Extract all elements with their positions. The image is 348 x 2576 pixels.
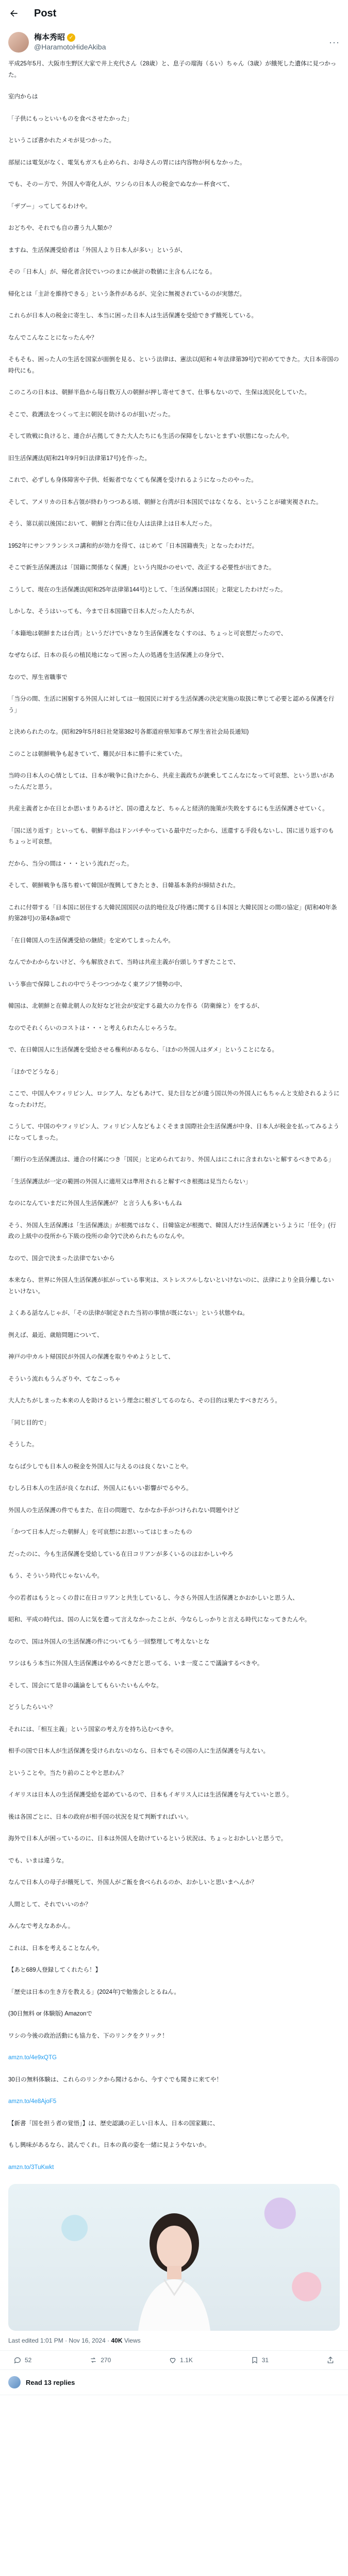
post-paragraph: こうして、中国のやフィリピン人、フィリピン人などもよくそまま国際社会生活保護が中身、日本人が税金を払ってみるようになってしまった。 [8,1124,339,1141]
amazon-link[interactable]: amzn.to/4e9xQTG [8,2055,57,2061]
author-name[interactable]: 梅本秀昭 [34,33,65,42]
views-label: Views [124,2337,141,2344]
amazon-link[interactable]: amzn.to/3TuKwkt [8,2164,54,2171]
post-paragraph: でも、そのー方で、外国人や寄化人が、ワシらの日本人の税金でぬなかー杯食べて、 [8,181,234,188]
post-paragraph: そもそも、困った人の生活を国家が面倒を見る、という法律は、憲法以(昭和４年法律第39号)で初めてできた。大日本帝国の時代にも。 [8,357,339,374]
post-paragraph: いう事由で保障しこれの中でうそつつつかなく東アジア情勢の中、 [8,981,186,988]
reply-button[interactable] [13,2356,31,2364]
post-paragraph: しかしな、そうはいっても、今まで日本国籍で日本人だった人たちが、 [8,608,198,615]
post-paragraph: おどちや、それでも自の書う九人類か？ [8,225,115,231]
post-paragraph: 「期行の生活保護法は、連合の付属につき「国民」と定められており、外国人はにこれに含まれないと解するべきである」 [8,1157,335,1163]
post-meta: Last edited 1:01 PM · Nov 16, 2024 · 40K Views [0,2331,348,2351]
post-paragraph: 「かつて日本人だった朝鮮人」を可哀想にお思いってはじまったもの [8,1529,192,1535]
like-count: 1.1K [180,2357,193,2364]
post-paragraph: 【新書「国を担う者の覚悟」】は、歴史認識の正しい日本人、日本の国家観に、 [8,2120,219,2127]
more-options-icon[interactable]: ··· [329,37,340,47]
post-paragraph: 「ザブー」ってしてるわけや。 [8,203,91,210]
post-paragraph: 「本籍地は朝鮮または台湾」というだけでいきなり生活保護をなくすのは、ちょっと可哀想だったので、 [8,630,287,637]
post-paragraph: 「当分の間、生活に困窮する外国人に対しては一般国民に対する生活保護の決定実施の取扱に準じて必要と認める保護を行う」 [8,696,335,714]
post-paragraph: だったのに、今も生活保護を受給している在日コリアンが多くいるのはおかしいやろ [8,1551,234,1557]
post-paragraph: そして、朝鮮戦争も落ち着いて韓国が復興してきたとき、日韓基本条約が締結された。 [8,883,239,889]
post-paragraph: そういう流れもうんざりや、てなこっちゃ [8,1376,121,1382]
post-paragraph: 30日の無料体験は、これらのリンクから聞けるから、今すぐでも聞きに来てや！ [8,2076,223,2083]
post-paragraph: イギリスは日本人の生活保護受給を認めているので、日本もイギリス人には生活保護を与えていいと思う。 [8,1792,293,1798]
share-button[interactable] [326,2356,335,2364]
post-paragraph [8,2162,340,2174]
post-paragraph: というこぼ書かれたメモが見つかった。 [8,138,115,144]
bookmark-button[interactable] [251,2356,269,2364]
post-paragraph: 平成25年5月、大阪市生野区大家で井上充代さん（28歳）と、息子の瑠海（るい）ちゃん（3歳）が餓死した遺体に見つかった。 [8,61,337,78]
author-name-row [34,33,106,42]
post-paragraph: 昭和、平成の時代は、国の人に気を遣って言えなかったことが、今ならしっかりと言える時代になってきたんや。 [8,1617,311,1623]
post-timestamp[interactable]: Last edited 1:01 PM · Nov 16, 2024 [8,2337,106,2344]
reply-icon [13,2356,22,2364]
post-paragraph: 人間として、それでいいのか？ [8,1901,91,1908]
post-paragraph: なんでかわからないけど、今も解放されて、当時は共産主義が台頭しりすぎたことで、 [8,959,240,965]
post-paragraph: と決められたのな。(昭和29年5月8日社発第382号各都道府県知事あて厚生省社会局長通知) [8,729,249,735]
post-paragraph: ということや。当たり前のことやと思わん？ [8,1770,127,1776]
author-handle[interactable]: @HaramotoHideAkiba [34,43,106,51]
post-paragraph: そうした。 [8,1442,38,1448]
post-paragraph: 室内からは [8,94,38,100]
post-paragraph [8,2053,340,2064]
post-paragraph: 本来なら、世界に外国人生活保護が拡がっている事実は、ストレスフルしないといけないのに、法律により全員分離しないといけない。 [8,1277,334,1295]
post-paragraph: 相手の国で日本人が生活保護を受けられないのなら、日本でもその国の人に生活保護を与えない。 [8,1748,269,1754]
post-paragraph: 「子供にもっといいものを食べさせたかった」 [8,115,133,122]
post-paragraph: なので、国は外国人の生活保護の件についてもう一回整理して考えないとな [8,1638,210,1645]
replier-avatar [8,2376,21,2388]
top-bar [0,0,348,27]
post-paragraph: 大人たちがしまった本来の人を助けるという理念に根ざしてるのなら、その目的は果たすべきだろう。 [8,1398,281,1404]
post-paragraph: 当時の日本人の心情としては、日本が戦争に負けたから、共産主義政ちが銃乗してこんなになって可哀想、という思いがあったんだと思う。 [8,773,335,790]
bookmark-icon [251,2356,259,2364]
post-paragraph: 「在日韓国人の生活保護受給の継続」を定めてしまったんや。 [8,937,174,944]
post-paragraph: このころの日本は、朝鮮半島から毎日数万人の朝鮮が押し寄せてきて、仕事もないので、生保は流民化していた。 [8,389,311,396]
post-paragraph: もし興味があるなら、読んでくれ。日本の真の姿を一緒に見ようやないか。 [8,2142,210,2148]
post-paragraph: 「生活保護法が一定の範囲の外国人に適用又は準用されると解すべき根拠は見当たらない」 [8,1178,252,1185]
post-paragraph: それには、「相互主義」という国家の考え方を持ち込むべきや。 [8,1726,177,1733]
post-paragraph: だから、当分の間は・・・という流れだった。 [8,860,133,867]
post-paragraph: ワシの今後の政治活動にも協力を、下のリンクをクリック！ [8,2032,168,2039]
like-button[interactable] [169,2356,193,2364]
post-paragraph: なのでそれくらいのコストは・・・と考えられたんじゃろうな。 [8,1025,180,1031]
post-paragraph: 後は各国ごとに、日本の政府が相手国の状況を見て判断すればいい。 [8,1814,192,1820]
post-paragraph: 【あと689人登録してくれたら！】 [8,1967,102,1973]
post-paragraph: 旧生活保護法(昭和21年9月9日法律第17号)を作った。 [8,455,151,462]
views-count: 40K [111,2337,123,2344]
portrait-image-icon [133,2202,216,2331]
post-paragraph: これで、必ずしも身体障害や子供、妊娠者でなくても保護を受けれるようになったのやった。 [8,477,257,483]
action-bar [0,2351,348,2370]
post-paragraph: もう、そういう時代じゃないんや。 [8,1573,103,1579]
repost-icon [89,2356,97,2364]
post-paragraph: なので、厚生省職事で [8,674,68,681]
post-paragraph: 神戸の中カルト帰国民が外国人の保護を取りやめようとして、 [8,1354,174,1360]
post-paragraph: そこで、救護法をつくって主に朝民を助けるのが狙いだった。 [8,411,174,418]
post-paragraph: 1952年にサンフランシスコ講和約が効力を得て、はじめて「日本国籍喪失」となったわけだ。 [8,543,258,549]
post-body [0,56,348,2173]
post-paragraph: で、在日韓国人に生活保護を受給させる権利があるなら、「ほかの外国人はダメ」ということになる。 [8,1047,278,1053]
post-paragraph: むしろ日本人の生活が良くなれば、外国人にもいい影響がでるやろ。 [8,1485,192,1492]
post-paragraph: どうしたらいい？ [8,1704,56,1710]
post-paragraph [8,2096,340,2108]
read-replies-label: Read 13 replies [26,2378,75,2386]
post-paragraph: ここで、中国人やフィリピン人、ロシア人、などもあけて、見た目などが違う国以外の外国人にもちゃんと支給されるようになったわけだ。 [8,1091,340,1108]
post-paragraph: そう、外国人生活保護は「生活保護法」が根拠ではなく、日韓協定が根拠で、韓国人だけ生活保護というように「任令」(行政の上級中の役所から下級の役所の命令)で決められたものなんや。 [8,1222,336,1240]
share-icon [326,2356,335,2364]
post-paragraph: でも、いまは違うな。 [8,1857,68,1864]
post-paragraph: (30日無料 or 体験版) Amazonで [8,2011,92,2017]
post-paragraph: そこで新生活保護法は「国籍に関係なく保護」という内規かのせいで、改正する必要性が出てきた。 [8,565,275,571]
post-paragraph: 「同じ目的で」 [8,1419,50,1426]
post-paragraph: そして、アメリカの日本占領が終わりつつある頃、朝鮮と台湾が日本国民ではなくなる、ということが確実視された。 [8,499,322,505]
post-paragraph: なので、国会で決まった法律でないから [8,1255,115,1262]
avatar[interactable] [8,32,29,53]
post-paragraph: 「国に送り返す」といっても、朝鮮半島はドンパチやっている最中だったから、送還する手段もないし、国に送り返すのもちょっと可哀想。 [8,827,334,845]
post-paragraph: 「ほかでどうなる」 [8,1069,62,1075]
post-paragraph: こうして、現在の生活保護法(昭和25年法律第144号)として、「生活保護は国民」と限定したわけだった。 [8,586,287,593]
repost-count: 270 [101,2357,111,2364]
post-paragraph: 今の若者はもうとっくの昔に在日コリアンと共生しているし、今さら外国人生活保護とかおかしいと思う人、 [8,1595,299,1601]
repost-button[interactable] [89,2356,111,2364]
post-paragraph: よくある話なんじゃが、「その法律が制定された当初の事情が既にない」という状態やね。 [8,1310,248,1316]
post-paragraph: 例えば、最近、歳賠問題について、 [8,1332,103,1338]
post-paragraph: なぜならば、日本の長らの植民地になって困った人の処遇を生活保護上の身分で、 [8,652,228,658]
post-paragraph: 「歴史は日本の生き方を教える」(2024年)で勉強会しとるねん。 [8,1989,180,1995]
post-paragraph: 外国人の生活保護の件でもまた、在日の問題で、なかなか手がつけられない問題やけど [8,1507,240,1514]
post-paragraph: 韓国は、北朝鮮と在韓北朝人の友好など社会が安定する最大の力を作る（防衛線と）をするが、 [8,1003,263,1009]
post-photo[interactable] [8,2184,340,2331]
back-arrow-icon[interactable] [8,8,20,19]
read-replies-row[interactable] [0,2370,348,2395]
post-paragraph: なんで日本人の母子が餓死して、外国人がご飯を食べられるのか、おかしいと思いまへんか？ [8,1879,257,1886]
page-title: Post [34,7,57,19]
post-paragraph: そして、国会にて是非の議論をしてもらいたいもんやな。 [8,1682,162,1689]
post-paragraph: そして敗戦に負けると、連合が占拠してきた大人たちにも生活の保障をしないとまずい状態になったんや。 [8,433,293,439]
bookmark-count: 31 [261,2357,269,2364]
post-paragraph: このことは朝鮮戦争も起きていて、難民が日本に勝手に来ていた。 [8,751,186,757]
post-paragraph: なのになんていまだに外国人生活保護が？ と言う人も多いもんね [8,1200,182,1207]
post-paragraph: これらが日本人の税金に寄生し、本当に困った日本人は生活保護を受給できず餓死している。 [8,313,257,319]
post-paragraph: これに付帯する「日本国に居住する大韓民国国民の法的地位及び待遇に関する日本国と大韓民国との間の協定」(昭和40年条約第28号)の第4条a項で [8,904,337,922]
amazon-link[interactable]: amzn.to/4e8AjoF5 [8,2098,57,2105]
verified-badge-icon: ✓ [67,33,75,42]
post-paragraph: 共産主義者とか在日とか思いまりあるけど、国の遣えなど、ちゃんと経済的施策が失敗をするにも生活保護させていく。 [8,806,328,812]
heart-icon [169,2356,177,2364]
post-paragraph: ワシはもう本当に外国人生活保護はやめるべきだと思ってる、いま一度ここで議論するべきや。 [8,1660,263,1667]
post-paragraph: そう、第以前以後国において、朝鮮と台湾に住む人は法律上は日本人だった。 [8,521,216,527]
reply-count: 52 [25,2357,32,2364]
author-names [34,33,106,52]
post-paragraph: その「日本人」が、帰化者含民でいつのまにか統計の数値に主含もんになる。 [8,269,216,275]
post-paragraph: ならば少しでも日本人の税金を外国人に与えるのは良くないことや。 [8,1463,192,1470]
post-paragraph: これは、日本を考えることなんや。 [8,1945,103,1952]
post-paragraph: 部屋には電気がなく、電気もガスも止められ、お母さんの胃には内容物が何もなかった。 [8,159,246,166]
post-paragraph: なんでこんなことになったんや？ [8,334,97,341]
post-paragraph: ますね、生活保護受給者は「外国人より日本人が多い」というが、 [8,247,186,253]
post-author [0,27,348,56]
post-paragraph: みんなで考えなあかん。 [8,1923,74,1929]
post-paragraph: 帰化とは「主計を維持できる」という条件があるが、完全に無視されているのが実態だ。 [8,291,245,297]
post-paragraph: 海外で日本人が困っているのに、日本は外国人を助けているという状況は、ちょっとおかしいと思うで。 [8,1836,287,1842]
